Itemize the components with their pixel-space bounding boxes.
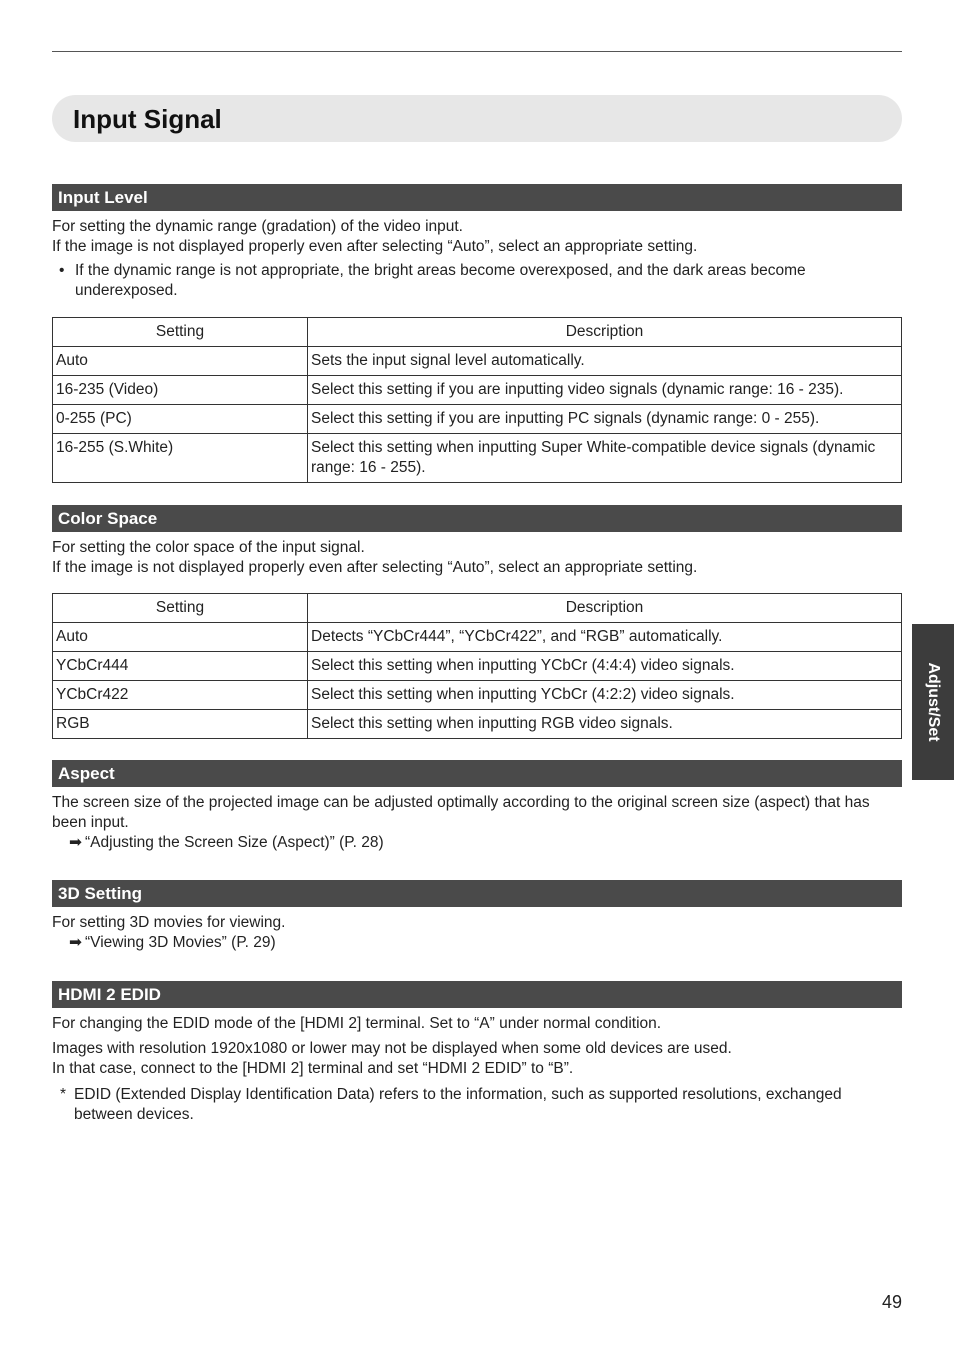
side-tab (912, 624, 954, 780)
table-row (53, 347, 902, 376)
3d-setting-reference[interactable] (52, 933, 902, 953)
table-cell-description: Select this setting when inputting Super White-compatible device signals (dynamic range: 16 - 255). (308, 434, 902, 483)
aspect-reference-link[interactable]: “Adjusting the Screen Size (Aspect)” (P. 28) (85, 834, 384, 851)
color-space-text-2: If the image is not displayed properly even after selecting “Auto”, select an appropriate setting. (52, 559, 698, 576)
table-cell-description: Select this setting if you are inputting PC signals (dynamic range: 0 - 255). (308, 405, 902, 434)
section-3d-setting (52, 880, 902, 953)
table-header-description: Description (308, 594, 902, 623)
hdmi-edid-text-1: For changing the EDID mode of the [HDMI 2] terminal. Set to “A” under normal condition. (52, 1015, 662, 1032)
section-heading-3d-setting: 3D Setting (52, 880, 902, 907)
hdmi-edid-note (52, 1085, 902, 1125)
table-cell-description: Select this setting when inputting RGB video signals. (308, 710, 902, 739)
table-row (53, 681, 902, 710)
section-heading-hdmi-2-edid: HDMI 2 EDID (52, 981, 902, 1008)
table-cell-setting: Auto (53, 347, 308, 376)
input-level-text-2: If the image is not displayed properly even after selecting “Auto”, select an appropriate setting. (52, 238, 698, 255)
table-cell-setting: YCbCr422 (53, 681, 308, 710)
table-cell-description: Detects “YCbCr444”, “YCbCr422”, and “RGB” automatically. (308, 623, 902, 652)
table-cell-setting: 16-255 (S.White) (53, 434, 308, 483)
color-space-table (52, 593, 902, 739)
section-color-space (52, 505, 902, 739)
table-cell-setting: 0-255 (PC) (53, 405, 308, 434)
section-input-level (52, 184, 902, 483)
section-aspect (52, 760, 902, 853)
3d-setting-text: For setting 3D movies for viewing. (52, 914, 286, 931)
table-row (53, 405, 902, 434)
table-header-description: Description (308, 318, 902, 347)
section-heading-input-level: Input Level (52, 184, 902, 211)
table-cell-description: Select this setting when inputting YCbCr (4:4:4) video signals. (308, 652, 902, 681)
page-number: 49 (881, 1292, 902, 1312)
hdmi-edid-text-3: In that case, connect to the [HDMI 2] terminal and set “HDMI 2 EDID” to “B”. (52, 1060, 574, 1077)
3d-setting-reference-link[interactable]: “Viewing 3D Movies” (P. 29) (85, 934, 276, 951)
arrow-right-icon: ➡ (69, 834, 82, 851)
table-cell-setting: Auto (53, 623, 308, 652)
table-header-row (53, 318, 902, 347)
color-space-text-1: For setting the color space of the input signal. (52, 539, 365, 556)
asterisk-mark: * (60, 1086, 67, 1103)
table-cell-setting: RGB (53, 710, 308, 739)
table-header-setting: Setting (53, 318, 308, 347)
aspect-reference[interactable] (52, 833, 902, 853)
input-level-table (52, 317, 902, 483)
table-row (53, 376, 902, 405)
page-title-bar (52, 95, 902, 142)
page-title: Input Signal (73, 104, 222, 134)
section-heading-color-space: Color Space (52, 505, 902, 532)
table-row (53, 623, 902, 652)
section-heading-aspect: Aspect (52, 760, 902, 787)
aspect-text: The screen size of the projected image can be adjusted optimally according to the original screen size (aspect) that has been input. (52, 794, 870, 831)
bullet-mark: • (59, 262, 65, 279)
table-header-row (53, 594, 902, 623)
table-row (53, 652, 902, 681)
table-cell-description: Select this setting if you are inputting video signals (dynamic range: 16 - 235). (308, 376, 902, 405)
table-header-setting: Setting (53, 594, 308, 623)
table-cell-description: Sets the input signal level automatically. (308, 347, 902, 376)
table-row (53, 434, 902, 483)
top-rule (52, 51, 902, 52)
arrow-right-icon: ➡ (69, 934, 82, 951)
section-hdmi-2-edid (52, 981, 902, 1125)
table-row (53, 710, 902, 739)
table-cell-setting: 16-235 (Video) (53, 376, 308, 405)
input-level-bullet (52, 261, 902, 301)
input-level-text-1: For setting the dynamic range (gradation) of the video input. (52, 218, 463, 235)
table-cell-setting: YCbCr444 (53, 652, 308, 681)
input-level-bullet-text: If the dynamic range is not appropriate, the bright areas become overexposed, and the dark areas become underexposed. (75, 262, 806, 299)
hdmi-edid-note-text: EDID (Extended Display Identification Data) refers to the information, such as supported resolutions, exchanged between devices. (74, 1086, 842, 1123)
table-cell-description: Select this setting when inputting YCbCr (4:2:2) video signals. (308, 681, 902, 710)
hdmi-edid-text-2: Images with resolution 1920x1080 or lower may not be displayed when some old devices are used. (52, 1040, 732, 1057)
side-tab-label: Adjust/Set (925, 662, 942, 742)
